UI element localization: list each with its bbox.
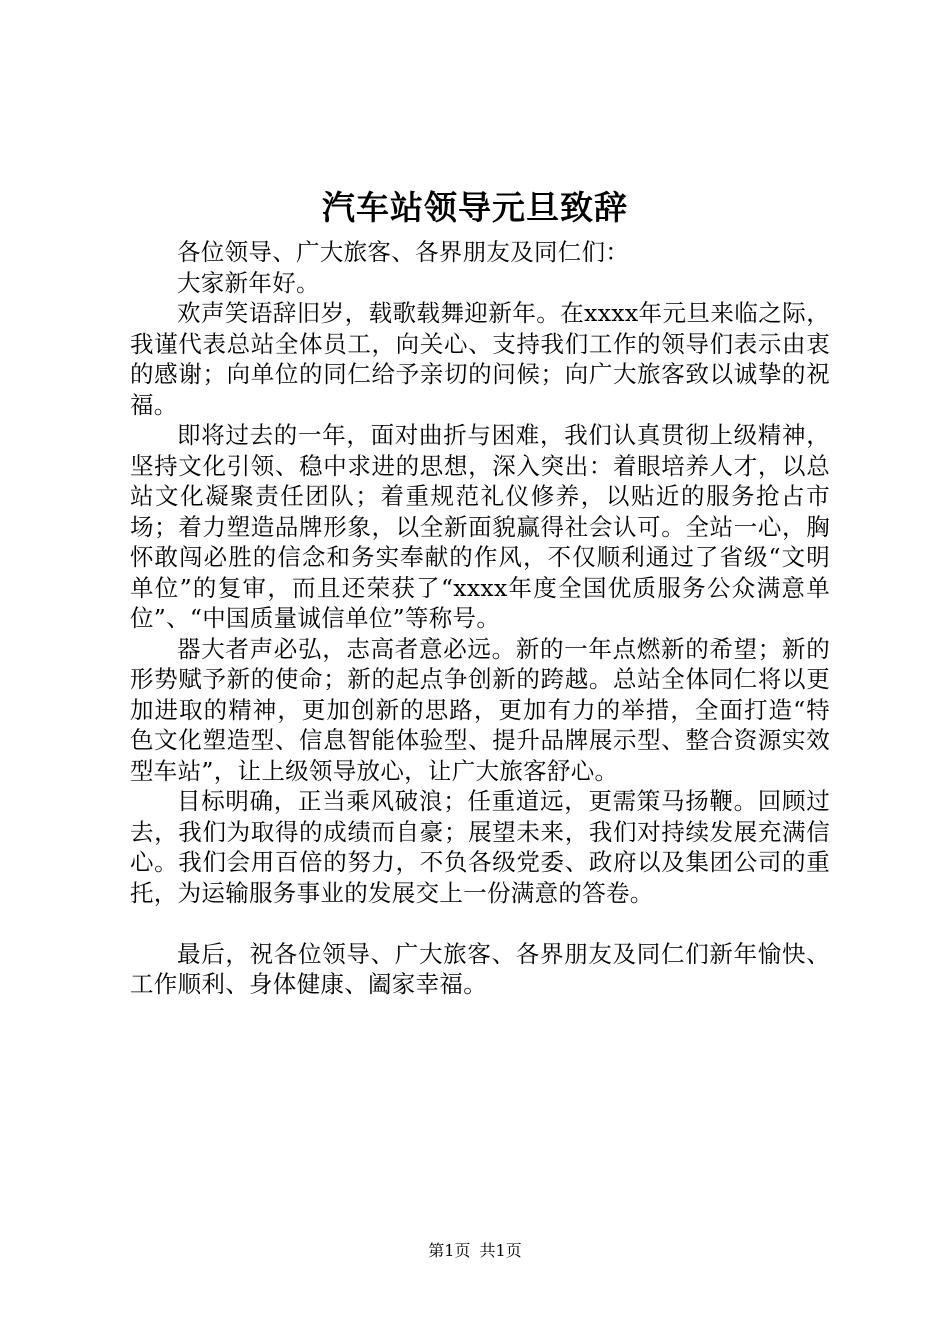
page-number: 第1页: [428, 1241, 471, 1260]
page-total: 共1页: [479, 1241, 522, 1260]
document-title: 汽车站领导元旦致辞: [322, 188, 628, 227]
body-paragraph-4: 目标明确，正当乘风破浪；任重道远，更需策马扬鞭。回顾过去，我们为取得的成绩而自豪；展望未来，我们对持续发展充满信心。我们会用百倍的努力，不负各级党委、政府以及集团公司的重托，为运输服务事业的发展交上一份满意的答卷。: [130, 787, 830, 907]
closing-paragraph: 最后，祝各位领导、广大旅客、各界朋友及同仁们新年愉快、工作顺利、身体健康、阖家幸福。: [130, 939, 830, 998]
page-footer: [0, 1240, 950, 1262]
body-paragraph-3: 器大者声必弘，志高者意必远。新的一年点燃新的希望；新的形势赋予新的使命；新的起点争创新的跨越。总站全体同仁将以更加进取的精神，更加创新的思路，更加有力的举措，全面打造“特色文化塑造型、信息智能体验型、提升品牌展示型、整合资源实效型车站”，让上级领导放心，让广大旅客舒心。: [130, 634, 830, 785]
greeting-paragraph: 大家新年好。: [177, 268, 320, 297]
salutation-paragraph: 各位领导、广大旅客、各界朋友及同仁们：: [177, 238, 630, 266]
body-paragraph-1: 欢声笑语辞旧岁，载歌载舞迎新年。在xxxx年元旦来临之际，我谨代表总站全体员工，向关心、支持我们工作的领导们表示由衷的感谢；向单位的同仁给予亲切的问候；向广大旅客致以诚挚的祝福。: [130, 299, 830, 419]
document-body: [130, 237, 830, 1000]
body-paragraph-2: 即将过去的一年，面对曲折与困难，我们认真贯彻上级精神，坚持文化引领、稳中求进的思想，深入突出：着眼培养人才，以总站文化凝聚责任团队；着重规范礼仪修养，以贴近的服务抢占市场；着力塑造品牌形象，以全新面貌赢得社会认可。全站一心，胸怀敢闯必胜的信念和务实奉献的作风，不仅顺利通过了省级“文明单位”的复审，而且还荣获了“xxxx年度全国优质服务公众满意单位”、“中国质量诚信单位”等称号。: [130, 421, 830, 632]
